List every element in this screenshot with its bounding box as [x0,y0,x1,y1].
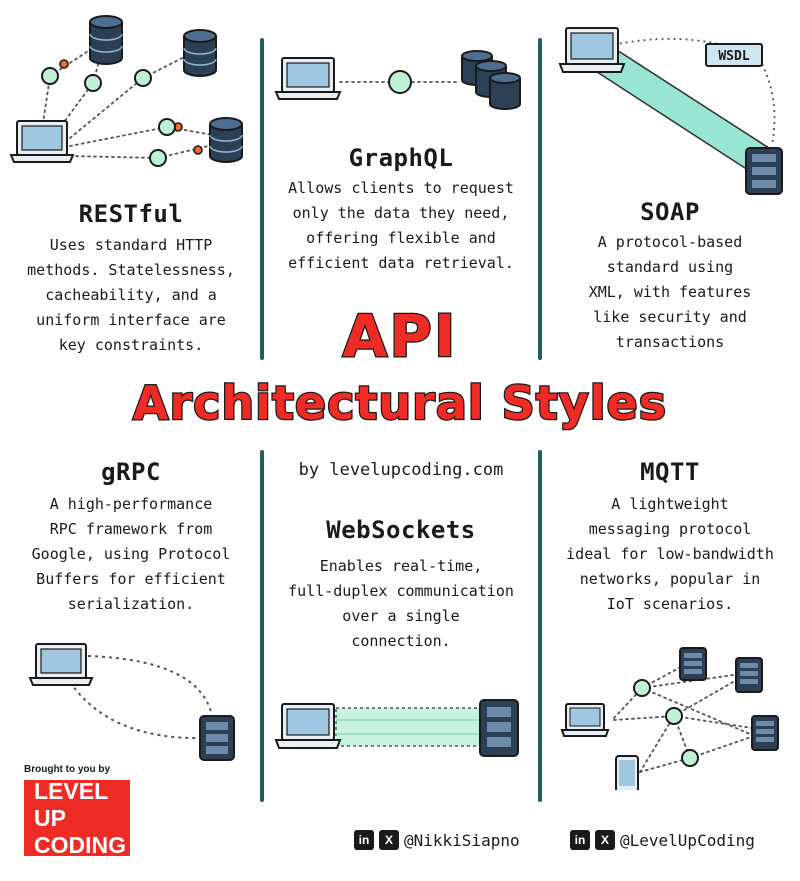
restful-diagram [0,0,262,200]
node-circle [159,119,175,135]
laptop-icon [11,121,73,162]
node-circle [135,70,151,86]
database-icon [184,30,216,76]
level-up-coding-logo[interactable] [24,777,130,858]
social-levelupcoding[interactable] [570,830,755,850]
server-icon [736,658,762,692]
section-desc-websockets: Enables real-time, full-duplex communication over a single connection. [288,557,514,650]
node-circle [42,68,58,84]
node-circle [634,680,650,696]
main-title-architectural-styles: Architectural Styles [132,376,668,430]
main-title-api: API [342,302,458,370]
byline: by levelupcoding.com [298,460,504,480]
laptop-icon [30,644,92,685]
x-icon[interactable]: X [379,830,399,850]
section-title-soap: SOAP [640,198,700,226]
section-title-websockets: WebSockets [326,516,476,544]
database-icon [210,118,242,162]
section-desc-soap: A protocol-based standard using XML, with features like security and transactions [588,233,752,351]
social-handle[interactable]: @NikkiSiapno [404,830,520,850]
server-icon [746,148,782,194]
phone-icon [616,756,638,790]
section-title-mqtt: MQTT [640,458,700,486]
section-desc-restful: Uses standard HTTP methods. Statelessness, cacheability, and a uniform interface are key constraints. [27,236,235,354]
section-desc-grpc: A high-performance RPC framework from Google, using Protocol Buffers for efficient serialization. [31,495,231,613]
linkedin-icon[interactable]: in [354,830,374,850]
brought-to-you-by: Brought to you by [24,764,111,775]
server-icon [200,716,234,760]
link-dot [60,60,68,68]
social-handle[interactable]: @LevelUpCoding [620,830,755,850]
node-circle [389,71,411,93]
node-circle [150,150,166,166]
soap-diagram [540,0,800,200]
link-dot [194,146,202,154]
grpc-diagram [0,630,262,780]
logo-line-2: CODING [34,831,126,858]
database-icon [90,16,122,64]
node-circle [682,750,698,766]
server-icon [680,648,706,680]
laptop-icon [276,704,340,748]
graphql-diagram [270,0,532,120]
laptop-icon [276,58,340,99]
node-circle [666,708,682,724]
laptop-icon [562,704,608,736]
database-stack-icon [462,51,520,109]
section-title-graphql: GraphQL [348,144,454,172]
section-desc-graphql: Allows clients to request only the data they need, offering flexible and efficient data retrieval. [288,179,514,272]
server-icon [480,700,518,756]
mqtt-diagram [540,640,800,790]
websockets-diagram [270,690,532,780]
logo-line-1: LEVEL UP [34,777,108,831]
laptop-icon [560,28,624,72]
section-desc-mqtt: A lightweight messaging protocol ideal for low-bandwidth networks, popular in IoT scenarios. [566,495,774,613]
social-nikki[interactable] [354,830,520,850]
server-icon [752,716,778,750]
node-circle [85,75,101,91]
section-title-grpc: gRPC [101,458,161,486]
x-icon[interactable]: X [595,830,615,850]
wsdl-label: WSDL [718,49,750,64]
section-title-restful: RESTful [78,200,184,228]
linkedin-icon[interactable]: in [570,830,590,850]
